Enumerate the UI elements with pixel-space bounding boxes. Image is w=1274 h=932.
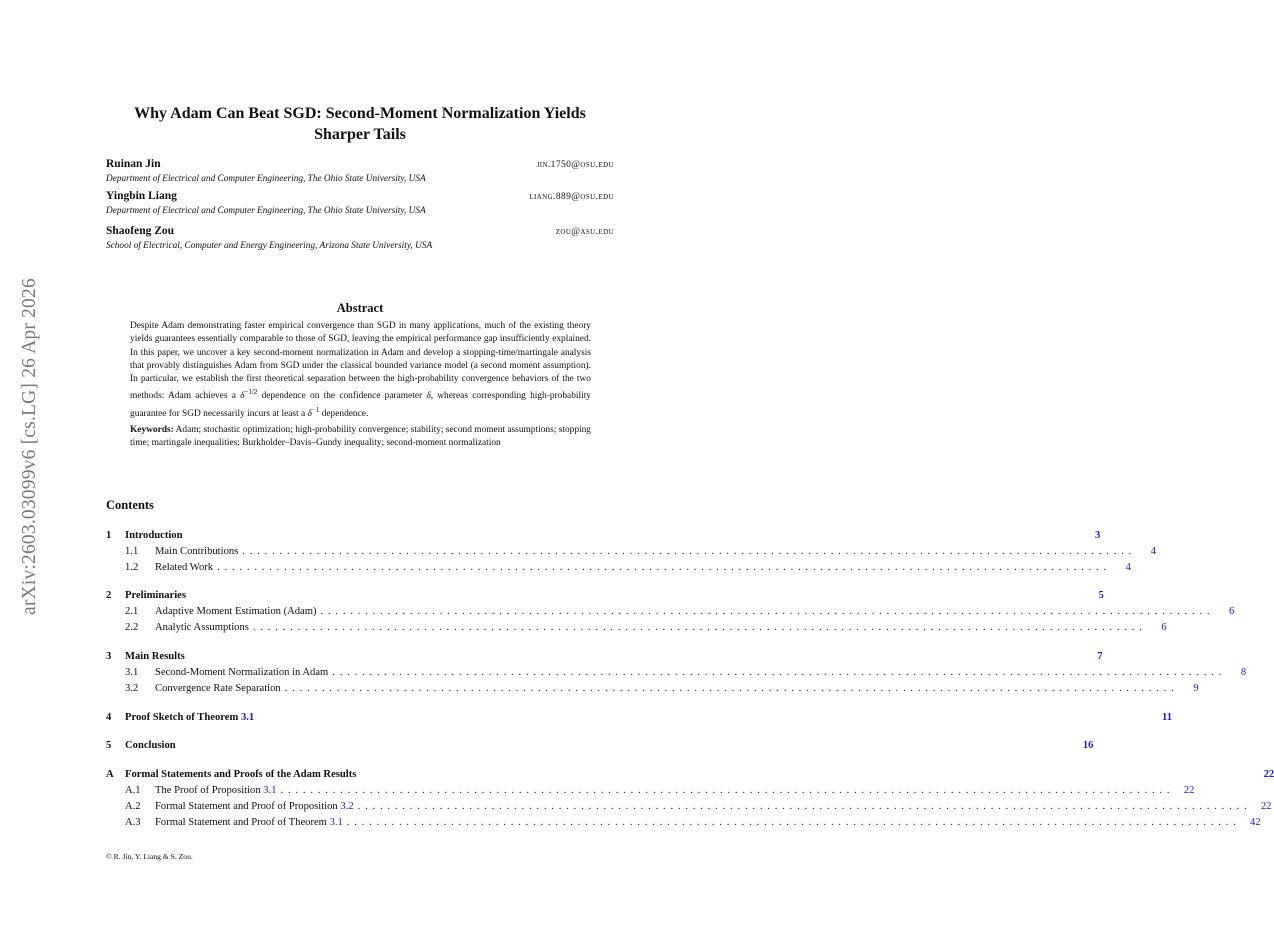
toc-title-text: Main Results	[125, 651, 185, 662]
toc-dot-leader: ........................................................................................................................	[242, 546, 1137, 557]
author-affiliation: School of Electrical, Computer and Energy Engineering, Arizona State University, USA	[106, 241, 433, 251]
paper-title: Why Adam Can Beat SGD: Second-Moment Normalization Yields Sharper Tails	[134, 105, 586, 143]
toc-title[interactable]	[155, 621, 249, 635]
toc-title[interactable]	[155, 605, 317, 619]
toc-title-text: Conclusion	[125, 740, 176, 751]
abstract-body	[130, 320, 591, 421]
toc-title-text: Convergence Rate Separation	[155, 683, 281, 694]
toc-title[interactable]	[125, 650, 185, 664]
toc-dot-leader: ........................................................................................................................	[280, 785, 1175, 796]
toc-title[interactable]	[155, 561, 213, 575]
toc-title-text: Preliminaries	[125, 590, 186, 601]
toc-entry[interactable]	[106, 711, 1172, 725]
toc-number: A.2	[125, 801, 141, 812]
toc-title-text: Formal Statement and Proof of Theorem	[155, 817, 330, 828]
toc-title[interactable]	[125, 711, 254, 725]
toc-entry[interactable]	[106, 561, 1131, 575]
toc-number: 4	[106, 712, 112, 723]
author-affiliation: Department of Electrical and Computer Engineering, The Ohio State University, USA	[106, 206, 426, 216]
author-name: Yingbin Liang	[106, 190, 177, 202]
toc-number: A.1	[125, 785, 141, 796]
author-name: Shaofeng Zou	[106, 225, 175, 237]
toc-page-link[interactable]: 4	[1125, 562, 1131, 573]
toc-page-link[interactable]: 3	[1095, 530, 1101, 541]
toc-page-link[interactable]: 11	[1161, 712, 1172, 723]
toc-page-link[interactable]: 42	[1250, 817, 1261, 828]
abstract-heading: Abstract	[336, 301, 384, 315]
math-delta: δ	[426, 391, 431, 402]
toc-entry[interactable]	[106, 682, 1199, 696]
cross-reference-link[interactable]: 3.1	[263, 785, 277, 796]
toc-dot-leader: ........................................................................................................................	[217, 562, 1111, 573]
toc-number: 2	[106, 590, 112, 601]
toc-title-text: Related Work	[155, 562, 214, 573]
toc-title-text: Introduction	[125, 530, 183, 541]
abstract-text: , whereas corresponding high-probability guarantee for SGD necessarily incurs at least a	[130, 391, 591, 420]
toc-entry[interactable]	[106, 650, 1103, 664]
math-delta: δ	[240, 391, 245, 402]
toc-dot-leader: ........................................................................................................................	[357, 801, 1252, 812]
copyright-footer: © R. Jin, Y. Liang & S. Zou.	[106, 852, 193, 861]
toc-title-text: Formal Statement and Proof of Proposition	[155, 801, 341, 812]
toc-dot-leader: ........................................................................................................................	[346, 817, 1241, 828]
keywords	[130, 424, 591, 451]
toc-title-text: Analytic Assumptions	[155, 622, 249, 633]
toc-title-text: Second-Moment Normalization in Adam	[155, 667, 329, 678]
toc-entry[interactable]	[106, 739, 1094, 753]
toc-title[interactable]	[125, 768, 356, 782]
toc-entry[interactable]	[106, 784, 1195, 798]
toc-dot-leader: ........................................................................................................................	[252, 622, 1147, 633]
author-email[interactable]: zou@asu.edu	[555, 227, 614, 237]
abstract-text: dependence on the confidence parameter	[257, 391, 427, 402]
toc-page-link[interactable]: 6	[1161, 622, 1167, 633]
toc-title[interactable]	[155, 800, 354, 814]
toc-number: A	[106, 769, 114, 780]
author-affiliation: Department of Electrical and Computer Engineering, The Ohio State University, USA	[106, 174, 426, 184]
toc-title[interactable]	[155, 682, 281, 696]
toc-number: 3	[106, 651, 112, 662]
toc-number: A.3	[125, 817, 141, 828]
toc-page-link[interactable]: 4	[1150, 546, 1157, 557]
toc-page-link[interactable]: 9	[1193, 683, 1199, 694]
toc-page-link[interactable]: 6	[1229, 606, 1235, 617]
toc-page-link[interactable]: 16	[1082, 740, 1094, 751]
toc-number: 3.2	[125, 683, 139, 694]
toc-page-link[interactable]: 22	[1183, 785, 1195, 796]
toc-dot-leader: ........................................................................................................................	[284, 683, 1179, 694]
toc-number: 5	[106, 740, 112, 751]
toc-title-text: The Proof of Proposition	[155, 785, 264, 796]
toc-number: 2.2	[125, 622, 139, 633]
toc-page-link[interactable]: 22	[1260, 801, 1272, 812]
toc-title-text: Adaptive Moment Estimation (Adam)	[155, 606, 317, 617]
keywords-text: Adam; stochastic optimization; high-probability convergence; stability; second moment assumptions; stopping time; martingale inequalities; Burkholder–Davis–Gundy inequality; second-moment normalization	[130, 425, 591, 449]
cross-reference-link[interactable]: 3.1	[240, 712, 255, 723]
toc-page-link[interactable]: 7	[1097, 651, 1103, 662]
abstract-text: dependence.	[319, 409, 369, 420]
math-exponent: −1	[311, 405, 320, 414]
toc-page-link[interactable]: 22	[1263, 769, 1274, 780]
toc-title-text: Formal Statements and Proofs of the Adam Results	[125, 769, 357, 780]
toc-title[interactable]	[155, 784, 277, 798]
math-exponent: −1/2	[244, 388, 258, 397]
toc-entry[interactable]	[106, 816, 1261, 830]
abstract-text: Despite Adam demonstrating faster empirical convergence than SGD in many applications, much of the existing theory yields guarantees essentially comparable to those of SGD, leaving the empirical performance gap insufficiently explained. In this paper, we uncover a key second-moment normalization in Adam and develop a stopping-time/martingale analysis that provably distinguishes Adam from SGD under the classical bounded variance model (a second moment assumption). In particular, we establish the first theoretical separation between the high-probability convergence behaviors of the two methods: Adam achieves a	[130, 321, 591, 402]
toc-entry[interactable]	[106, 666, 1247, 680]
toc-dot-leader: ........................................................................................................................	[320, 606, 1215, 617]
toc-number: 2.1	[125, 606, 139, 617]
toc-entry[interactable]	[106, 605, 1235, 619]
toc-page-link[interactable]: 5	[1098, 590, 1104, 601]
toc-title[interactable]	[155, 545, 238, 559]
toc-entry[interactable]	[106, 529, 1101, 543]
toc-entry[interactable]	[106, 545, 1157, 559]
toc-number: 3.1	[125, 667, 139, 678]
toc-title[interactable]	[125, 589, 186, 603]
toc-title[interactable]	[125, 529, 183, 543]
cross-reference-link[interactable]: 3.1	[329, 817, 343, 828]
toc-title-text: Proof Sketch of Theorem	[125, 712, 241, 723]
keywords-label: Keywords:	[130, 425, 174, 435]
toc-title[interactable]	[155, 666, 328, 680]
toc-number: 1	[106, 530, 112, 541]
toc-page-link[interactable]: 8	[1240, 667, 1247, 678]
author-name: Ruinan Jin	[106, 158, 161, 170]
toc-title-text: Main Contributions	[155, 546, 239, 557]
author-email[interactable]: jin.1750@osu.edu	[536, 160, 614, 170]
cross-reference-link[interactable]: 3.2	[340, 801, 354, 812]
toc-number: 1.2	[125, 562, 139, 573]
toc-title[interactable]	[155, 816, 343, 830]
math-delta: δ	[307, 409, 312, 420]
toc-entry[interactable]	[106, 800, 1272, 814]
toc-entry[interactable]	[106, 768, 1274, 782]
contents-heading: Contents	[106, 498, 154, 512]
author-email[interactable]: liang.889@osu.edu	[529, 192, 614, 202]
toc-entry[interactable]	[106, 621, 1167, 635]
toc-dot-leader: ........................................................................................................................	[332, 667, 1227, 678]
toc-number: 1.1	[125, 546, 139, 557]
arxiv-stamp: arXiv:2603.03099v6 [cs.LG] 26 Apr 2026	[19, 278, 40, 615]
toc-entry[interactable]	[106, 589, 1104, 603]
toc-title[interactable]	[125, 739, 176, 753]
